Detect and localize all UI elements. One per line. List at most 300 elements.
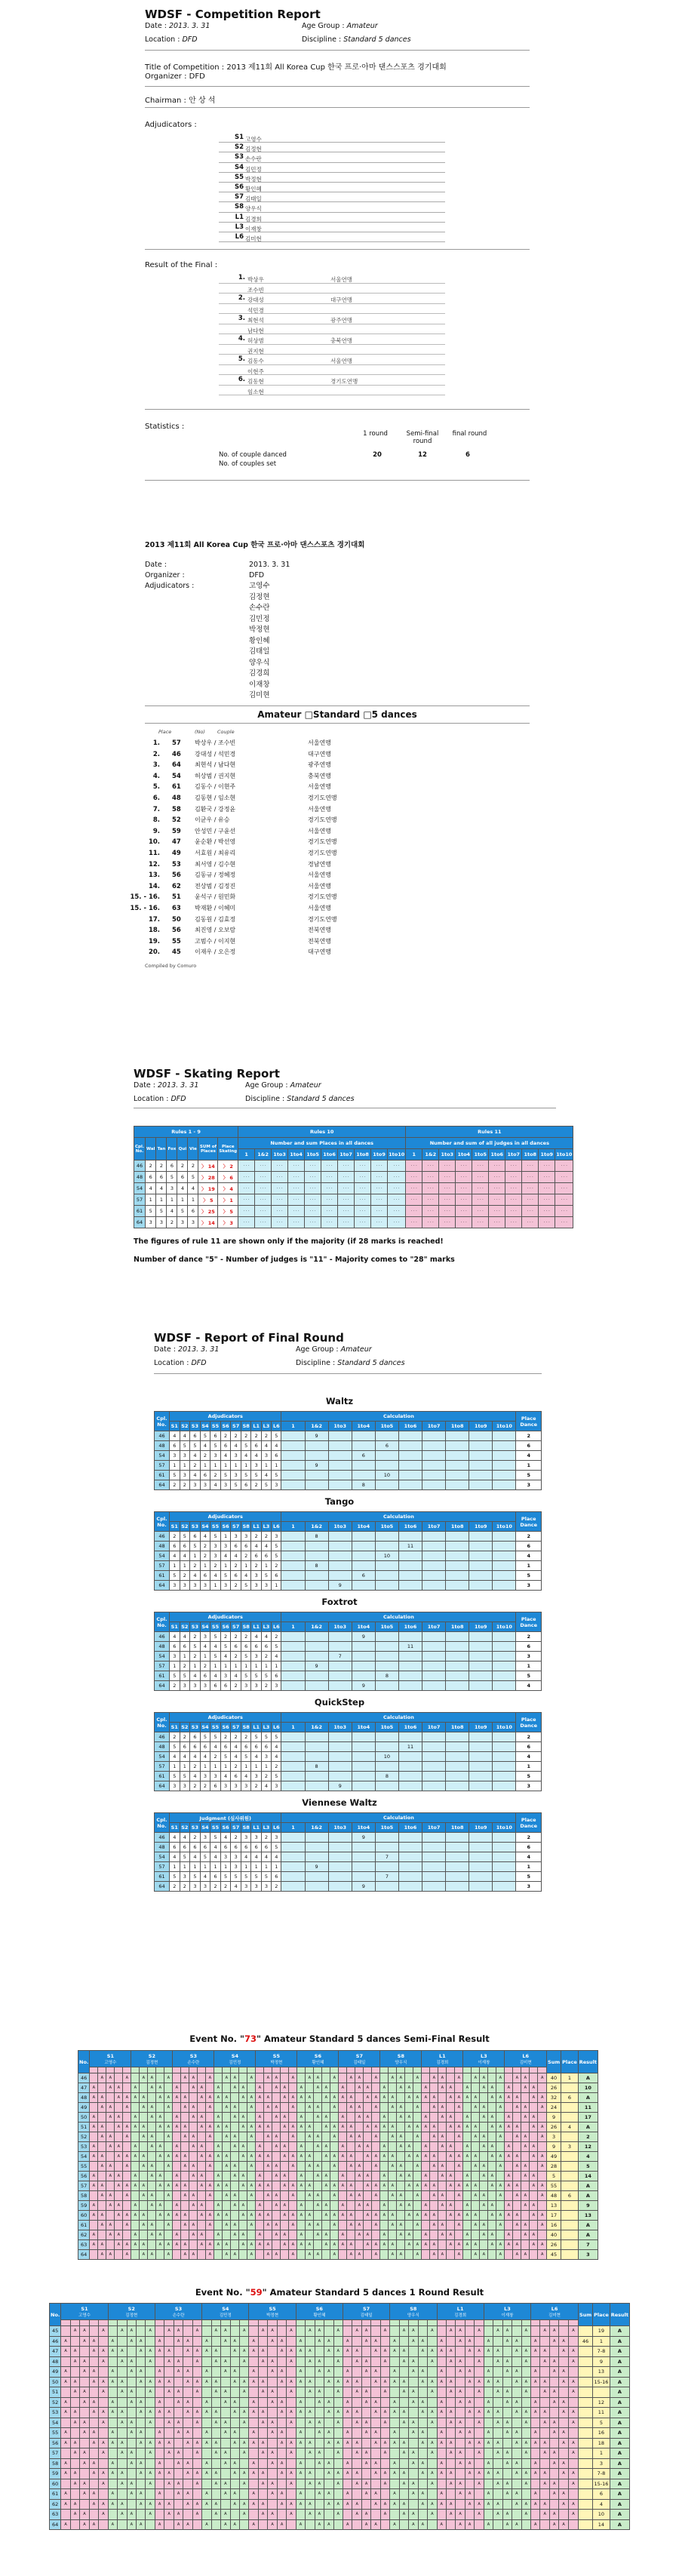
semifinal-mark: A [422, 2113, 430, 2123]
fr-adj-head: Adjudicators [169, 1612, 281, 1622]
semifinal-mark: A [513, 2250, 521, 2260]
round1-mark: A [306, 2347, 315, 2357]
semifinal-mark [223, 2172, 231, 2181]
fr-row [155, 1852, 542, 1862]
round1-mark: A [409, 2367, 418, 2378]
fr-cell [493, 1581, 516, 1591]
semifinal-mark: A [438, 2142, 447, 2152]
semifinal-mark: A [314, 2221, 322, 2230]
round1-mark [306, 2428, 315, 2439]
round1-mark: A [380, 2479, 389, 2489]
semifinal-mark: A [496, 2123, 505, 2132]
fr-cell [305, 1681, 328, 1691]
round1-mark: A [296, 2347, 305, 2357]
round1-mark: A [502, 2397, 512, 2408]
fr-place-head: Place Dance [516, 1813, 542, 1833]
fr-cell: 6 [220, 1681, 231, 1691]
sk-cell: 6 [145, 1172, 155, 1183]
fr-cell: 1 [220, 1762, 231, 1772]
semifinal-mark [364, 2132, 372, 2142]
fr-cell: 4 [251, 1451, 261, 1461]
round1-mark: A [277, 2519, 286, 2530]
semifinal-mark [430, 2113, 438, 2123]
semifinal-mark: A [463, 2201, 472, 2211]
semifinal-mark: A [463, 2083, 472, 2093]
fr-cell [352, 1852, 375, 1862]
round1-mark: A [521, 2448, 530, 2459]
semifinal-mark: A [513, 2221, 521, 2230]
round1-mark: A [61, 2347, 70, 2357]
semifinal-mark [530, 2162, 538, 2172]
fr-cell [398, 1781, 422, 1791]
round1-mark [202, 2448, 211, 2459]
fr-cell: 4 [210, 1671, 221, 1681]
fr-judge-col: S1 [169, 1622, 180, 1632]
round1-mark: A [287, 2469, 296, 2479]
semifinal-sum: 40 [547, 2230, 561, 2240]
round1-dance-sub [230, 2320, 239, 2326]
cr-final-region: 서울연맹 [330, 276, 352, 283]
sk-rule10-cell: · · · [321, 1217, 338, 1228]
semifinal-mark: A [480, 2103, 488, 2113]
round1-mark [268, 2469, 277, 2479]
round1-mark: A [456, 2510, 465, 2520]
semifinal-mark: A [306, 2250, 314, 2260]
semifinal-mark [256, 2132, 264, 2142]
round1-mark: A [287, 2356, 296, 2367]
round1-mark [493, 2489, 502, 2500]
skating-table [134, 1126, 573, 1228]
semifinal-mark: A [413, 2073, 422, 2083]
sk-rule10-cell: · · · [238, 1160, 255, 1172]
semifinal-mark: A [472, 2162, 480, 2172]
fr-cell: 2 [261, 1652, 271, 1661]
semifinal-sum: 26 [547, 2123, 561, 2132]
fr-cell: 4 [210, 1571, 221, 1581]
semifinal-mark: A [272, 2162, 281, 2172]
fr-cell: 2 [261, 1431, 271, 1441]
round1-mark [540, 2336, 549, 2347]
round1-mark [221, 2347, 230, 2357]
fr-calc-col: 1to3 [328, 1422, 352, 1431]
sk-col-header: Wal [145, 1138, 155, 1160]
fr-cell: 2 [200, 1551, 210, 1561]
round1-result: A [610, 2519, 629, 2530]
fr-cell [375, 1833, 398, 1843]
sk-rule11-cell: · · · [422, 1194, 439, 1206]
semifinal-mark [148, 2093, 156, 2103]
sk-rule11-cell: · · · [406, 1217, 422, 1228]
round1-mark: A [418, 2428, 427, 2439]
semifinal-place [561, 2162, 579, 2172]
fr-cell: 6 [169, 1441, 180, 1451]
fr-cell [398, 1431, 422, 1441]
semifinal-mark: A [339, 2142, 347, 2152]
sk-cell: 3 [145, 1217, 155, 1228]
sk-rule11-cell: · · · [522, 1172, 539, 1183]
fr-cell: 2 [200, 1781, 210, 1791]
fr-judge-col: S8 [241, 1522, 251, 1532]
round1-mark: A [230, 2367, 239, 2378]
round1-mark: A [202, 2397, 211, 2408]
sk-rule11-cell: · · · [505, 1217, 522, 1228]
fr-cell: 9 [352, 1681, 375, 1691]
round1-mark [361, 2499, 370, 2510]
fr-cell: 3 [220, 1781, 231, 1791]
fr-calc-col: 1&2 [305, 1723, 328, 1732]
fr-cell: 2 [231, 1732, 241, 1742]
semifinal-mark: A [306, 2132, 314, 2142]
fr-cell: 1 [220, 1532, 231, 1542]
round1-mark [70, 2458, 79, 2469]
fr-judge-col: S1 [169, 1723, 180, 1732]
round1-judge-name: 김민정 [219, 2313, 232, 2318]
semifinal-row [78, 2083, 598, 2093]
semifinal-mark [223, 2083, 231, 2093]
fr-row [155, 1681, 542, 1691]
fr-cell: 5 [272, 1431, 281, 1441]
sk-place-col: 1 [406, 1149, 422, 1160]
fr-cell: 5 [241, 1752, 251, 1762]
semifinal-mark: A [214, 2142, 223, 2152]
fr-cell: 2 [272, 1561, 281, 1571]
semifinal-mark: A [380, 2113, 389, 2123]
round1-mark [549, 2499, 558, 2510]
semifinal-mark: A [272, 2172, 281, 2181]
round1-mark: A [315, 2458, 324, 2469]
round1-mark: A [80, 2489, 89, 2500]
round1-mark: A [380, 2510, 389, 2520]
round1-mark: A [502, 2489, 512, 2500]
semifinal-mark: A [98, 2250, 106, 2260]
round1-mark: A [465, 2367, 474, 2378]
fr-row [155, 1833, 542, 1843]
semifinal-mark: A [256, 2093, 264, 2103]
ann-adj-list [249, 581, 270, 702]
semifinal-mark [521, 2093, 530, 2103]
semifinal-mark: A [330, 2211, 339, 2221]
semifinal-mark: A [472, 2093, 480, 2103]
ann-region: 서울연맹 [308, 904, 331, 911]
fr-cell: 3 [251, 1681, 261, 1691]
round1-mark [521, 2397, 530, 2408]
fr-cell [328, 1551, 352, 1561]
fr-cell [422, 1872, 446, 1882]
semifinal-judge-name: 손수란 [187, 2060, 200, 2065]
fr-cell [493, 1561, 516, 1571]
semifinal-mark: A [480, 2172, 488, 2181]
round1-mark: A [230, 2347, 239, 2357]
semifinal-mark [413, 2201, 422, 2211]
semifinal-mark: A [206, 2073, 214, 2083]
round1-mark: A [221, 2489, 230, 2500]
fr-judge-col: S7 [231, 1823, 241, 1833]
round1-mark [155, 2356, 164, 2367]
round1-mark: A [249, 2428, 258, 2439]
round1-mark: A [118, 2499, 127, 2510]
round1-mark: A [428, 2448, 437, 2459]
semifinal-mark: A [98, 2103, 106, 2113]
semifinal-mark [206, 2230, 214, 2240]
semifinal-result: 12 [578, 2142, 598, 2152]
semifinal-judge-code: S3 [189, 2052, 197, 2059]
round1-mark [465, 2356, 474, 2367]
round1-mark: A [437, 2469, 446, 2479]
fr-cell: 4 [190, 1571, 201, 1581]
semifinal-mark [223, 2113, 231, 2123]
semifinal-mark: A [397, 2073, 405, 2083]
semifinal-mark: A [148, 2113, 156, 2123]
round1-mark: A [108, 2499, 117, 2510]
fr-cell [398, 1451, 422, 1461]
round1-mark [108, 2448, 117, 2459]
round1-mark: A [502, 2510, 512, 2520]
semifinal-mark [530, 2191, 538, 2201]
round1-mark: A [99, 2377, 108, 2387]
round1-mark: A [399, 2479, 408, 2489]
fr-cell [352, 1441, 375, 1451]
cr-chairman-line: Chairman : 안 상 석 [145, 97, 216, 105]
fr-cell: 1 [200, 1461, 210, 1471]
fr-cell: 3 [516, 1581, 542, 1591]
semifinal-mark [513, 2083, 521, 2093]
round1-mark [258, 2458, 267, 2469]
semifinal-mark [306, 2230, 314, 2240]
round1-mark: A [306, 2479, 315, 2489]
round1-dance-sub [502, 2320, 512, 2326]
round1-dance-sub [568, 2320, 578, 2326]
semifinal-mark: A [264, 2123, 272, 2132]
fr-cell [375, 1532, 398, 1542]
round1-mark: A [70, 2438, 79, 2448]
fr-cell [281, 1451, 305, 1461]
round1-mark [475, 2458, 484, 2469]
fr-cell: 4 [516, 1551, 542, 1561]
fr-cell: 61 [155, 1571, 170, 1581]
round1-dance-sub [390, 2320, 399, 2326]
semifinal-mark: A [405, 2181, 413, 2191]
fr-cell [422, 1661, 446, 1671]
semifinal-mark [115, 2073, 123, 2083]
fr-calc-col: 1to9 [469, 1422, 493, 1431]
semifinal-mark: A [339, 2201, 347, 2211]
round1-mark: A [531, 2347, 540, 2357]
round1-mark: A [502, 2418, 512, 2428]
round1-mark: A [89, 2397, 98, 2408]
semifinal-mark: A [189, 2132, 198, 2142]
round1-mark: A [343, 2347, 352, 2357]
semifinal-mark: A [521, 2230, 530, 2240]
fr-cell: 6 [231, 1542, 241, 1551]
semifinal-mark: A [505, 2211, 513, 2221]
fr-cell: 2 [261, 1833, 271, 1843]
semifinal-mark: A [214, 2123, 223, 2132]
semifinal-mark: A [106, 2132, 115, 2142]
round1-mark: A [390, 2458, 399, 2469]
round1-mark [437, 2387, 446, 2398]
round1-mark: A [465, 2438, 474, 2448]
semifinal-mark: A [106, 2221, 115, 2230]
round1-mark: A [502, 2326, 512, 2337]
cr-stats-cols [355, 430, 490, 445]
fr-cell: 4 [200, 1441, 210, 1451]
sk-rule10-cell: · · · [338, 1160, 355, 1172]
round1-mark [399, 2519, 408, 2530]
round1-mark: A [127, 2387, 136, 2398]
round1-judge-name: 박정현 [266, 2313, 279, 2318]
round1-mark: A [399, 2356, 408, 2367]
semifinal-mark: A [206, 2162, 214, 2172]
semifinal-mark: A [339, 2240, 347, 2250]
fr-cell: 3 [251, 1571, 261, 1581]
semifinal-mark: A [123, 2240, 131, 2250]
round1-mark: A [268, 2397, 277, 2408]
round1-mark: A [296, 2367, 305, 2378]
sk-cell: 〉 25 [198, 1206, 218, 1217]
fr-cell [446, 1571, 469, 1581]
fr-judge-col: L1 [251, 1723, 261, 1732]
semifinal-mark: A [223, 2103, 231, 2113]
fr-cell: 3 [220, 1671, 231, 1681]
round1-mark [390, 2418, 399, 2428]
round1-result: A [610, 2448, 629, 2459]
semifinal-row [78, 2181, 598, 2191]
round1-mark: A [315, 2479, 324, 2489]
semifinal-dance-sub [173, 2067, 181, 2073]
cr-adjudicator-code: S7 [234, 193, 244, 201]
semifinal-mark [322, 2250, 330, 2260]
sk-rule10-cell: · · · [272, 1183, 288, 1194]
semifinal-mark [472, 2201, 480, 2211]
fr-cell [352, 1581, 375, 1591]
fr-cell: 3 [210, 1551, 221, 1561]
semifinal-mark: A [488, 2152, 496, 2162]
semifinal-mark: A [422, 2142, 430, 2152]
sk-cell: 〉 6 [218, 1172, 238, 1183]
round1-mark: A [559, 2469, 568, 2479]
round1-mark: A [192, 2438, 201, 2448]
round1-mark [568, 2336, 578, 2347]
fr-cell: 3 [241, 1681, 251, 1691]
fr-cell: 46 [155, 1632, 170, 1642]
semifinal-mark: A [223, 2250, 231, 2260]
round1-mark: A [183, 2336, 192, 2347]
semifinal-mark: A [256, 2201, 264, 2211]
semifinal-mark: A [214, 2240, 223, 2250]
skating-table-wrap [134, 1126, 573, 1228]
sk-rule11-cell: · · · [439, 1194, 456, 1206]
semifinal-mark: A [189, 2191, 198, 2201]
fr-cell [352, 1561, 375, 1571]
round1-mark: A [146, 2408, 155, 2418]
semifinal-mark: A [463, 2093, 472, 2103]
fr-judge-col: S1 [169, 1422, 180, 1431]
sk-cell: 〉 3 [218, 1217, 238, 1228]
fr-judge-col: S1 [169, 1823, 180, 1833]
round1-mark: A [371, 2347, 380, 2357]
semifinal-mark: A [98, 2152, 106, 2162]
fr-cell: 1 [210, 1762, 221, 1772]
round1-mark: A [258, 2387, 267, 2398]
fr-row [155, 1431, 542, 1441]
fr-cell [398, 1532, 422, 1542]
fr-cpl-head: Cpl. No. [155, 1412, 170, 1431]
semifinal-mark [364, 2162, 372, 2172]
semifinal-mark [405, 2221, 413, 2230]
sk-rule11-cell: · · · [439, 1160, 456, 1172]
round1-mark: A [239, 2448, 248, 2459]
round1-mark [221, 2408, 230, 2418]
fr-cell: 46 [155, 1431, 170, 1441]
semifinal-mark [148, 2211, 156, 2221]
semifinal-mark: A [372, 2240, 380, 2250]
ann-adjudicator: 손수란 [249, 604, 270, 612]
round1-mark: A [559, 2458, 568, 2469]
round1-mark: A [192, 2469, 201, 2479]
sk-cell: 4 [145, 1183, 155, 1194]
round1-mark: A [437, 2438, 446, 2448]
competition-report-title: WDSF - Competition Report [145, 8, 321, 21]
fr-cell: 5 [261, 1872, 271, 1882]
round1-mark [409, 2469, 418, 2479]
round1-mark: A [296, 2408, 305, 2418]
semifinal-mark: A [123, 2250, 131, 2260]
sk-rule11-cell: · · · [456, 1160, 472, 1172]
sk-cell: 〉 5 [218, 1206, 238, 1217]
semifinal-mark: A [488, 2142, 496, 2152]
semifinal-mark: A [513, 2191, 521, 2201]
sk-rule10-cell: · · · [355, 1217, 371, 1228]
semifinal-row [78, 2201, 598, 2211]
round1-mark: A [183, 2428, 192, 2439]
fr-cell [493, 1772, 516, 1781]
fr-cell: 6 [210, 1781, 221, 1791]
round1-mark: A [568, 2510, 578, 2520]
fr-cell: 6 [241, 1843, 251, 1852]
fr-cell: 3 [200, 1882, 210, 1892]
sk-loc-line: Location : DFD [134, 1095, 186, 1103]
semifinal-mark [314, 2123, 322, 2132]
semifinal-mark: A [281, 2152, 289, 2162]
round1-mark [287, 2519, 296, 2530]
semifinal-mark: A [505, 2113, 513, 2123]
fr-cell: 5 [272, 1551, 281, 1561]
sk-rule10-cell: · · · [288, 1160, 305, 1172]
fr-cell: 1 [231, 1461, 241, 1471]
semifinal-mark [355, 2240, 364, 2250]
semifinal-mark [488, 2191, 496, 2201]
sk-rule11-cell: · · · [406, 1160, 422, 1172]
semifinal-mark [330, 2142, 339, 2152]
semifinal-mark [223, 2201, 231, 2211]
sk-rule10-cell: · · · [388, 1160, 406, 1172]
round1-mark: A [61, 2336, 70, 2347]
semifinal-mark [247, 2230, 256, 2240]
semifinal-mark: A [90, 2142, 98, 2152]
fr-calc-col: 1to6 [398, 1723, 422, 1732]
fr-cell: 6 [272, 1571, 281, 1581]
round1-mark: A [568, 2356, 578, 2367]
semifinal-dance-sub [272, 2067, 281, 2073]
semifinal-result: 9 [578, 2201, 598, 2211]
round1-mark: A [146, 2469, 155, 2479]
round1-mark [306, 2397, 315, 2408]
semifinal-mark: A [189, 2103, 198, 2113]
fr-cell: 9 [305, 1661, 328, 1671]
round1-mark: A [70, 2479, 79, 2489]
semifinal-mark [330, 2172, 339, 2181]
round1-mark: A [531, 2428, 540, 2439]
